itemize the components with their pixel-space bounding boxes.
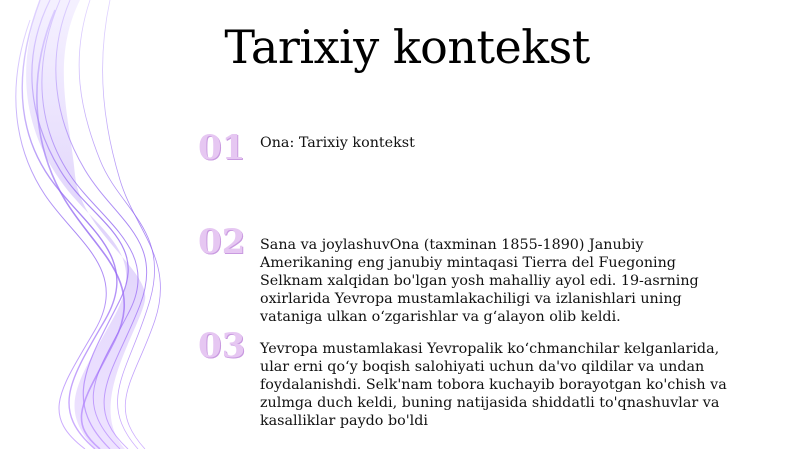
item-number-03: 03 <box>198 326 246 366</box>
item-text-03: Yevropa mustamlakasi Yevropalik ko‘chmanchilar kelganlarida, ular erni qo‘y boqish salohiyati uchun da'vo qildilar va undan foydalanishdi. Selk'nam tobora kuchayib borayotgan ko'chish va zulmga duch keldi, buning natijasida shiddatli to'qnashuvlar va kasalliklar paydo bo'ldi <box>260 341 727 429</box>
item-number-02: 02 <box>198 222 246 262</box>
slide-title: Tarixiy kontekst <box>224 20 590 74</box>
item-text-02: Sana va joylashuvOna (taxminan 1855-1890) Janubiy Amerikaning eng janubiy mintaqasi Tierra del Fuegoning Selknam xalqidan bo'lgan yosh mahalliy ayol edi. 19-asrning oxirlarida Yevropa mustamlakachiligi va izlanishlari uning vataniga ulkan o‘zgarishlar va g‘alayon olib keldi. <box>260 237 699 325</box>
item-number-01: 01 <box>198 128 246 168</box>
item-text-01: Ona: Tarixiy kontekst <box>260 135 415 151</box>
